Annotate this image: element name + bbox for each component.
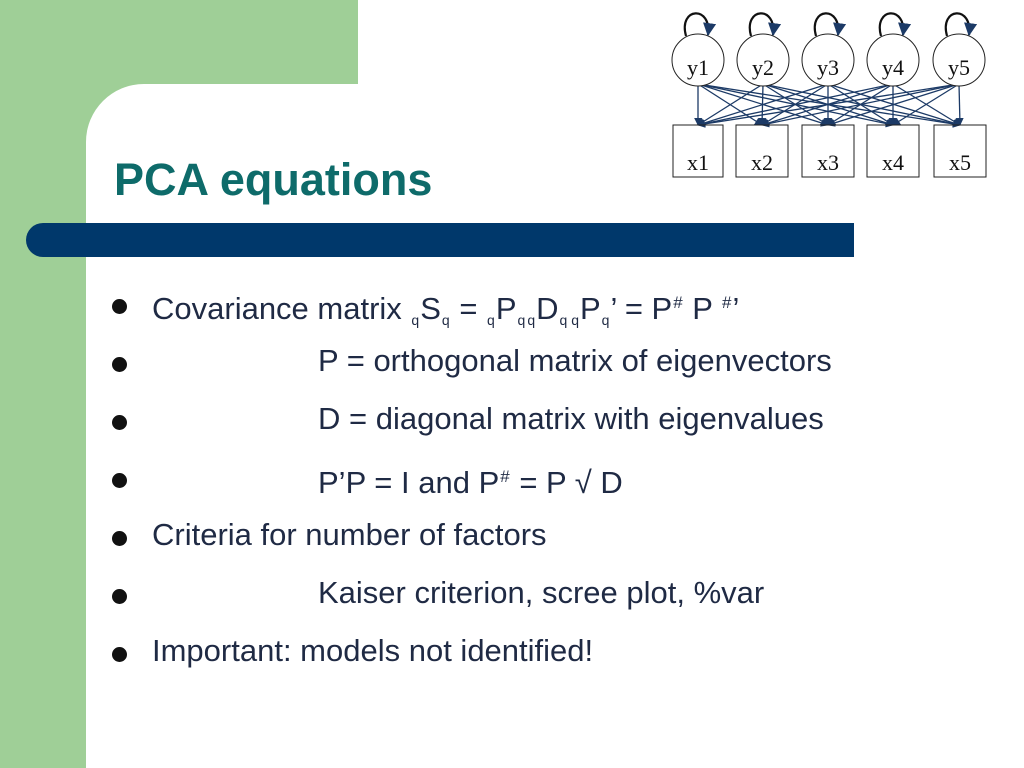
bullet-dot-icon <box>112 589 127 604</box>
latent-node-label: y4 <box>882 55 904 80</box>
bullet-text <box>318 452 623 508</box>
bullet-text-segment: # <box>500 467 510 486</box>
variance-loop-arrow <box>946 13 970 36</box>
latent-node-label: y2 <box>752 55 774 80</box>
variance-loop-arrow <box>750 13 774 36</box>
bullet-text-segment: # <box>673 293 683 312</box>
latent-node-label: y5 <box>948 55 970 80</box>
bullet-text-segment: ’ = P <box>610 291 673 326</box>
latent-nodes <box>672 34 985 86</box>
bullet-text-segment: D <box>536 291 559 326</box>
bullet-text <box>152 510 547 560</box>
bullet-text <box>152 278 739 345</box>
bullet-text-segment: Kaiser criterion, scree plot, %var <box>318 575 765 610</box>
bullet-text-segment: q q <box>559 312 579 328</box>
latent-node-label: y1 <box>687 55 709 80</box>
observed-node-label: x5 <box>949 150 971 175</box>
bullet-text-segment: q <box>411 312 420 328</box>
observed-node-label: x3 <box>817 150 839 175</box>
bullet-text <box>152 626 593 676</box>
bullet-text-segment: = P √ D <box>510 465 623 500</box>
title-underline-bar <box>26 223 854 257</box>
bullet-text-segment: P = orthogonal matrix of eigenvectors <box>318 343 832 378</box>
bullet-text-segment: Criteria for number of factors <box>152 517 547 552</box>
latent-node-label: y3 <box>817 55 839 80</box>
observed-nodes <box>673 125 986 177</box>
bullet-text <box>318 394 824 444</box>
variance-loop-arrow <box>685 13 709 36</box>
bullet-text-segment: D = diagonal matrix with eigenvalues <box>318 401 824 436</box>
bullet-text-segment: q <box>517 312 526 328</box>
bullet-text-segment: P <box>495 291 517 326</box>
variance-loop-arrow <box>880 13 904 36</box>
pca-path-diagram <box>660 5 995 187</box>
bullet-text-segment: = <box>450 291 487 326</box>
variance-loops <box>685 13 970 36</box>
bullet-text-segment: Covariance matrix <box>152 291 411 326</box>
bullet-text <box>318 568 764 618</box>
observed-node-label: x1 <box>687 150 709 175</box>
loading-arrow <box>959 84 960 125</box>
bullet-text-segment: P’P = I and P <box>318 465 500 500</box>
bullet-text-segment: P <box>579 291 601 326</box>
bullet-dot-icon <box>112 647 127 662</box>
bullet-text-segment: # <box>722 293 732 312</box>
bullet-text-segment: Important: models not identified! <box>152 633 594 668</box>
bullet-dot-icon <box>112 531 127 546</box>
bullet-text-segment: q <box>527 312 536 328</box>
bullet-dot-icon <box>112 415 127 430</box>
bullet-text-segment: q <box>487 312 495 328</box>
slide-title: PCA equations <box>114 154 433 205</box>
bullet-text-segment: q <box>441 312 450 328</box>
bullet-text-segment: ’ <box>732 291 740 326</box>
bullet-text-segment: q <box>601 312 610 328</box>
bullet-dot-icon <box>112 473 127 488</box>
bullet-text-segment: S <box>420 291 441 326</box>
observed-node-label: x4 <box>882 150 904 175</box>
bullet-dot-icon <box>112 299 127 314</box>
loading-arrows <box>698 84 960 125</box>
bullet-text <box>318 336 832 386</box>
observed-node-label: x2 <box>751 150 773 175</box>
bullet-dot-icon <box>112 357 127 372</box>
bullet-text-segment: P <box>683 291 722 326</box>
variance-loop-arrow <box>815 13 839 36</box>
